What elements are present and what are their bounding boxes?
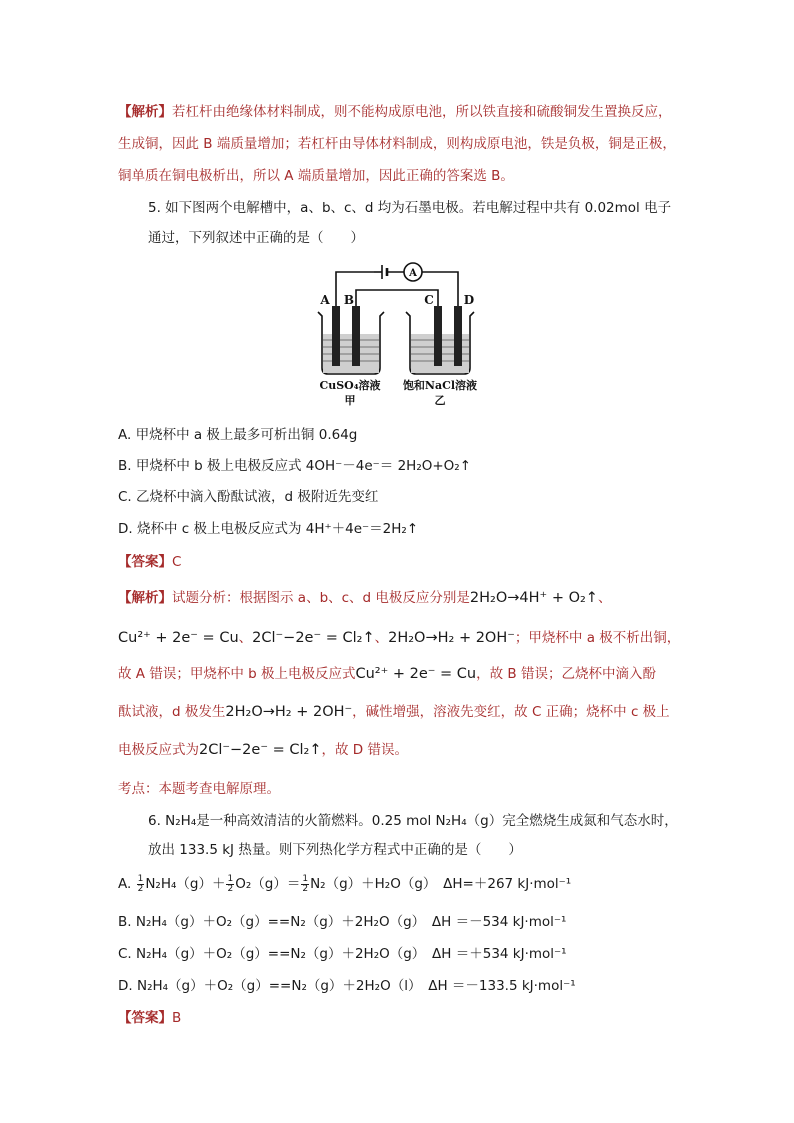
fraction-half: $\frac{1}{2}$ (137, 873, 144, 894)
q5-option-a: A. 甲烧杯中 a 极上最多可析出铜 0.64g (118, 427, 358, 443)
electrolysis-diagram (308, 262, 488, 410)
label-b: B (343, 293, 355, 307)
q6-option-d: D. N₂H₄（g）＋O₂（g）==N₂（g）＋2H₂O（l） ΔH ＝－133.5 kJ·mol⁻¹ (118, 978, 576, 994)
label-a: A (320, 293, 330, 307)
q5-analysis-line-2: Cu²⁺ + 2e⁻ = Cu、2Cl⁻−2e⁻ = Cl₂↑、2H₂O→H₂ + 2OH⁻；甲烧杯中 a 极不析出铜， (118, 630, 681, 646)
equation: 2H₂O→4H⁺ + O₂↑ (469, 590, 598, 606)
q5-analysis-line-4: 酞试液，d 极发生2H₂O→H₂ + 2OH⁻，碱性增强，溶液先变红，故 C 正确；烧杯中 c 极上 (118, 704, 670, 720)
label-d: D (463, 293, 475, 307)
q5-stem-line-2: 通过，下列叙述中正确的是（ ） (148, 230, 364, 246)
q6-option-b: B. N₂H₄（g）＋O₂（g）==N₂（g）＋2H₂O（g） ΔH ＝－534 kJ·mol⁻¹ (118, 914, 567, 930)
q5-option-c: C. 乙烧杯中滴入酚酞试液，d 极附近先变红 (118, 489, 379, 505)
q5-analysis-line-1: 【解析】试题分析：根据图示 a、b、c、d 电极反应分别是2H₂O→4H⁺ + O₂↑、 (118, 590, 612, 606)
ammeter-label: A (409, 268, 417, 279)
electrode-b (352, 306, 360, 366)
analysis-tag: 【解析】 (118, 104, 172, 120)
q6-answer: 【答案】B (118, 1010, 182, 1026)
q4-analysis-line-2: 生成铜，因此 B 端质量增加；若杠杆由导体材料制成，则构成原电池，铁是负极，铜是正极， (118, 136, 676, 152)
left-beaker-name: 甲 (344, 394, 356, 407)
label-c: C (424, 293, 434, 307)
right-beaker-name: 乙 (434, 394, 446, 407)
q4-analysis-line-1: 【解析】若杠杆由绝缘体材料制成，则不能构成原电池，所以铁直接和硫酸铜发生置换反应， (118, 104, 672, 120)
fraction-half: $\frac{1}{2}$ (227, 873, 234, 894)
q6-stem-line-1: 6. N₂H₄是一种高效清洁的火箭燃料。0.25 mol N₂H₄（g）完全燃烧生成氮和气态水时， (148, 813, 678, 829)
q4-analysis-line-3: 铜单质在铜电极析出，所以 A 端质量增加，因此正确的答案选 B。 (118, 168, 514, 184)
fraction-half: $\frac{1}{2}$ (302, 873, 309, 894)
q5-analysis-line-3: 故 A 错误；甲烧杯中 b 极上电极反应式Cu²⁺ + 2e⁻ = Cu，故 B 错误；乙烧杯中滴入酚 (118, 666, 656, 682)
electrode-d (454, 306, 462, 366)
q5-analysis-line-5: 电极反应式为2Cl⁻−2e⁻ = Cl₂↑，故 D 错误。 (118, 742, 408, 758)
electrode-c (434, 306, 442, 366)
q5-kaodian: 考点：本题考查电解原理。 (118, 781, 280, 797)
q5-option-d: D. 烧杯中 c 极上电极反应式为 4H⁺＋4e⁻＝2H₂↑ (118, 521, 419, 537)
q6-option-c: C. N₂H₄（g）＋O₂（g）==N₂（g）＋2H₂O（g） ΔH ＝＋534 kJ·mol⁻¹ (118, 946, 567, 962)
right-solution-label: 饱和NaCl溶液 (402, 379, 478, 392)
q5-option-b: B. 甲烧杯中 b 极上电极反应式 4OH⁻－4e⁻＝ 2H₂O+O₂↑ (118, 458, 472, 474)
q5-stem-line-1: 5. 如下图两个电解槽中，a、b、c、d 均为石墨电极。若电解过程中共有 0.02mol 电子 (148, 200, 672, 216)
electrolysis-figure (308, 262, 488, 410)
q6-stem-line-2: 放出 133.5 kJ 热量。则下列热化学方程式中正确的是（ ） (148, 842, 522, 858)
left-solution-label: CuSO₄溶液 (319, 379, 381, 392)
electrode-a (332, 306, 340, 366)
q5-answer: 【答案】C (118, 554, 182, 570)
wire-top-left (336, 272, 374, 306)
q6-option-a: A. $\frac{1}{2}$ N₂H₄（g）＋ $\frac{1}{2}$ O₂（g）＝ $\frac{1}{2}$ N₂（g）＋H₂O（g） ΔH=＋267 kJ·mol⁻¹ (118, 873, 572, 894)
